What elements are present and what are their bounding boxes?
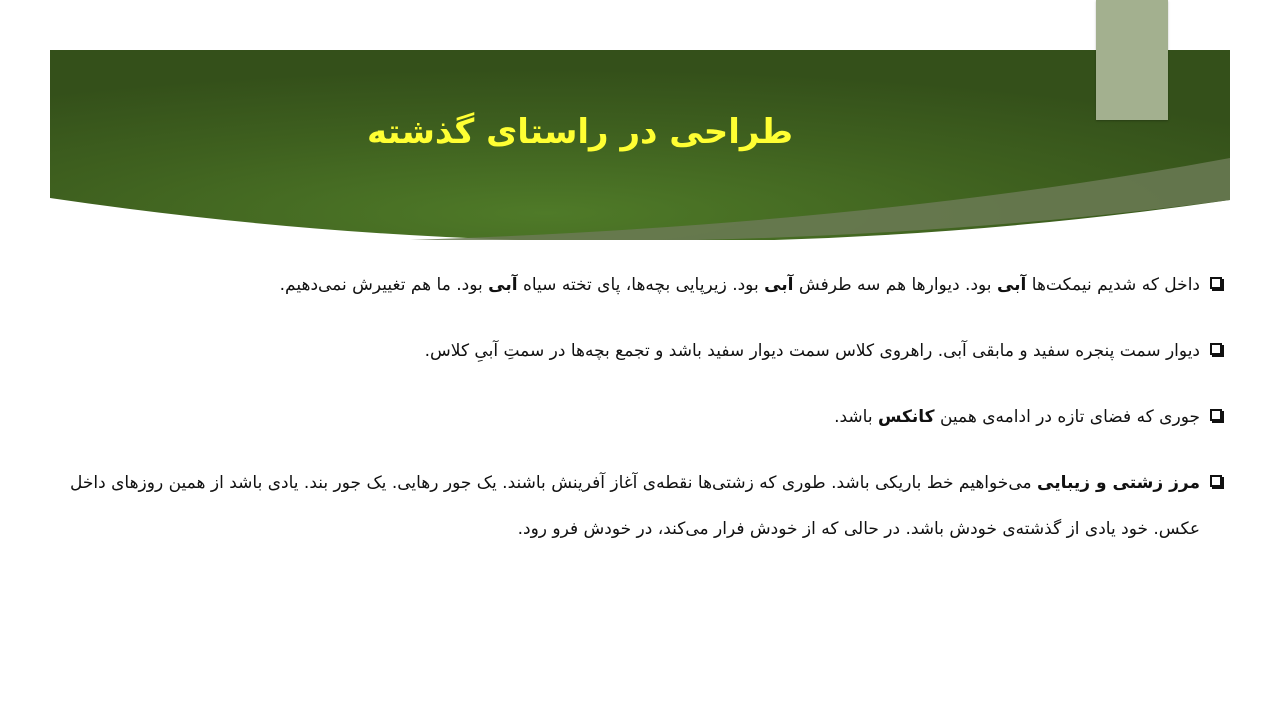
bullet-2-text: دیوار سمت پنجره سفید و مابقی آبی. راهروی کلاس سمت دیوار سفید باشد و تجمع بچه‌ها در سمتِ آبیِ کلاس. bbox=[424, 341, 1200, 361]
bullet-item-2 bbox=[70, 328, 1222, 374]
decorative-tab bbox=[1096, 0, 1168, 120]
bullet-item-4 bbox=[70, 460, 1222, 552]
bullet-3-text-2: باشد. bbox=[834, 407, 878, 427]
bullet-1-text-4: بود. ما هم تغییرش نمی‌دهیم. bbox=[279, 275, 489, 295]
bullet-4-text-1: می‌خواهیم خط باریکی باشد. طوری که زشتی‌ها نقطه‌ی آغاز آفرینش باشند. یک جور رهایی. یک جور بند. یادی باشد از همین روزهای داخل عکس. خود یادی از گذشته‌ی خودش باشد. در حالی که از خودش فرار می‌کند، در خودش فرو رود. bbox=[70, 473, 1200, 539]
bullet-1-text-2: بود. دیوارها هم سه طرفش bbox=[793, 275, 997, 295]
bullet-1-bold-3: آبی bbox=[488, 275, 518, 295]
bullet-item-1 bbox=[70, 262, 1222, 308]
bullet-3-bold-1: کانکس bbox=[878, 407, 935, 427]
bullet-1-bold-2: آبی bbox=[764, 275, 794, 295]
checkbox-square-icon bbox=[1210, 277, 1222, 289]
checkbox-square-icon bbox=[1210, 475, 1222, 487]
checkbox-square-icon bbox=[1210, 343, 1222, 355]
bullet-1-text-3: بود. زیرپایی بچه‌ها، پای تخته سیاه bbox=[517, 275, 765, 295]
slide-title: طراحی در راستای گذشته bbox=[366, 112, 794, 152]
bullet-list bbox=[70, 262, 1222, 572]
bullet-1-text-1: داخل که شدیم نیمکت‌ها bbox=[1026, 275, 1200, 295]
bullet-1-bold-1: آبی bbox=[996, 275, 1027, 295]
bullet-4-bold-1: مرز زشتی و زیبایی bbox=[1037, 473, 1200, 493]
checkbox-square-icon bbox=[1210, 409, 1222, 421]
bullet-3-text-1: جوری که فضای تازه در ادامه‌ی همین bbox=[934, 407, 1200, 427]
bullet-item-3 bbox=[70, 394, 1222, 440]
